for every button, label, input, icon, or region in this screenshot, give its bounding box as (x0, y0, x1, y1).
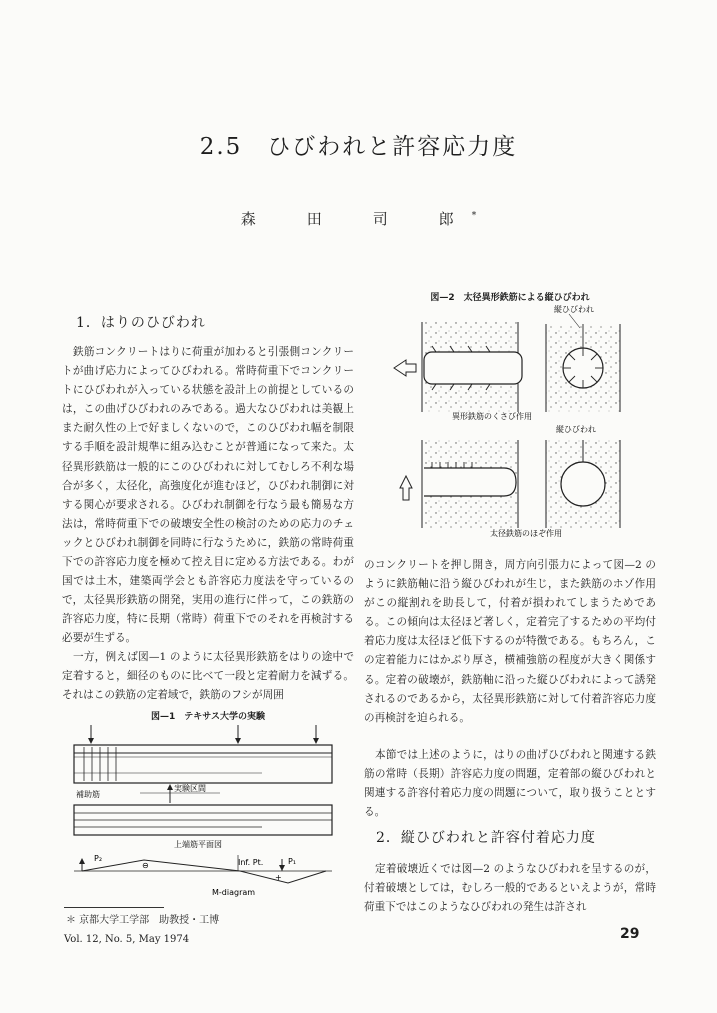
author-name: 森 田 司 郎 (240, 210, 472, 228)
fig2-wedge-label: 異形鉄筋のくさび作用 (452, 412, 532, 421)
fig1-minus-label: ⊖ (142, 861, 149, 870)
fig1-p1-label: P₁ (288, 857, 297, 866)
section-1-paragraph-2: 一方，例えば図—1 のように太径異形鉄筋をはりの途中で定着すると，細径のものに比べて一段と定着耐力を減ずる。それはこの鉄筋の定着域で，鉄筋のフシが周囲 (62, 651, 354, 702)
footnote: ＊ 京都大学工学部 助教授・工博 (66, 915, 220, 926)
figure-2-diagram (364, 300, 656, 548)
volume-info: Vol. 12, No. 5, May 1974 (64, 934, 190, 945)
fig1-plan-label: 上端筋平面図 (174, 840, 222, 849)
fig2-tenon-label: 太径鉄筋のほぞ作用 (490, 529, 562, 538)
right-paragraph-2: 本節では上述のように，はりの曲げひびわれと関連する鉄筋の常時（長期）許容応力度の問題，定着部の縦ひびわれと関連する許容付着応力度の問題について，取り扱うこととする。 (364, 749, 656, 819)
fig1-p2-label: P₂ (94, 854, 103, 863)
fig1-plus-label: + (275, 873, 282, 882)
figure-2-caption: 図—2 太径異形鉄筋による縦ひびわれ (430, 293, 590, 303)
right-paragraph-1: のコンクリートを押し開き，周方向引張力によって図—2 のように鉄筋軸に沿う縦ひびわれが生じ，また鉄筋のホゾ作用がこの縦割れを助長して，付着が損われてしまうためである。この傾向は太径ほど著しく，定着完了するための平均付着応力度は太径ほど低下するのが特徴である。もちろん，この定着能力にはかぶり厚さ，横補強筋の程度が大きく関係する。定着の破壊が，鉄筋軸に沿った縦ひびわれによって誘発されるのであるから，太径異形鉄筋に対して付着許容応力度の再検討を迫られる。 (364, 559, 656, 724)
figure-1-caption: 図—1 テキサス大学の実験 (151, 712, 265, 722)
author-footnote-mark: * (471, 211, 477, 221)
fig2-crack-label-1: 縦ひびわれ (554, 305, 594, 314)
section-2-heading: 2．縦ひびわれと許容付着応力度 (376, 830, 596, 846)
figure-1-diagram (62, 723, 354, 903)
section-1-paragraph-1: 鉄筋コンクリートはりに荷重が加わると引張側コンクリートが曲げ応力によってひびわれる。常時荷重下でコンクリートにひびわれが入っている状態を設計上の前提としているのは，この曲げひびわれのみである。過大なひびわれは美観上また耐久性の上で好ましくないので，このひびわれ幅を制限する手順を設計規準に組み込むことが普通になって来た。太径異形鉄筋は一般的にこのひびわれに対してむしろ不利な場合が多く，太径化，高強度化が進むほど，ひびわれ制御に対する関心が要求される。ひびわれ制御を行なう最も簡易な方法は，常時荷重下での破壊安全性の検討のための応力のチェックとひびわれ制御を同時に行なうために，鉄筋の常時荷重下での許容応力度を極めて控え目に定める方法である。わが国では土木，建築両学会とも許容応力度法を守っているので，太径異形鉄筋の開発，実用の進行に伴って，この鉄筋の許容応力度，特に長期（常時）荷重下でのそれを再検討する必要が生ずる。 (62, 346, 354, 645)
fig1-inflection-label: Inf. Pt. (238, 858, 264, 867)
fig1-stirrup-label: 補助筋 (76, 790, 100, 799)
fig1-mdiagram-label: M-diagram (212, 888, 256, 897)
page-number: 29 (620, 926, 640, 942)
section-1-heading: 1．はりのひびわれ (76, 315, 206, 331)
footnote-rule (64, 907, 164, 908)
fig1-anchor-zone-label: 実験区間 (174, 784, 206, 793)
right-paragraph-3: 定着破壊近くでは図—2 のようなひびわれを呈するのが，付着破壊としては，むしろ一般的であるといえようが，常時荷重下ではこのようなひびわれの発生は許され (364, 863, 656, 914)
fig2-crack-label-2: 縦ひびわれ (556, 425, 596, 434)
page-title: 2.5 ひびわれと許容応力度 (199, 134, 518, 160)
author-line (0, 208, 717, 229)
